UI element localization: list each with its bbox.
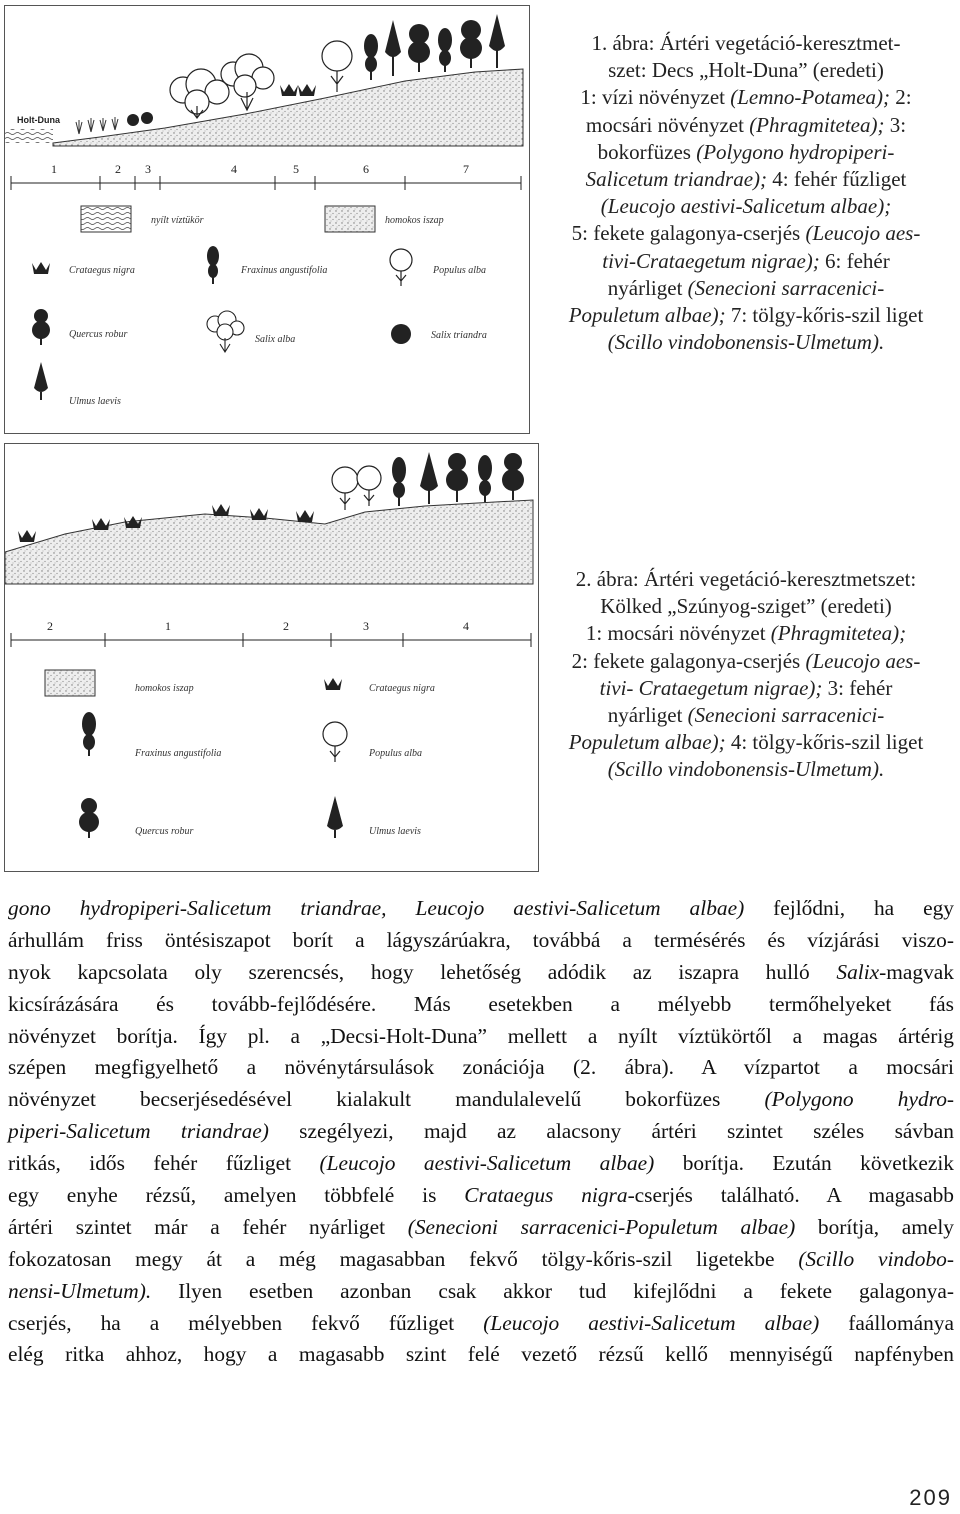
quercus-tree [446, 453, 468, 502]
legend-sandy-silt: homokos iszap [385, 215, 444, 226]
terrain-profile [53, 69, 523, 146]
zone-number: 2 [283, 619, 289, 633]
legend-salix-triandra: Salix triandra [431, 330, 487, 341]
zone-number: 7 [463, 162, 469, 176]
crataegus-shrub [212, 504, 230, 516]
paragraph-line: gono hydropiperi-Salicetum triandrae, Leucojo aestivi-Salicetum albae) fejlődni, ha egy [8, 896, 955, 920]
zone-number: 1 [165, 619, 171, 633]
quercus-tree [408, 24, 430, 72]
legend-open-water: nyílt víztükör [151, 215, 204, 226]
reed-group [76, 117, 118, 134]
salix-triandra-shrub [127, 114, 139, 126]
sandy-silt-swatch [325, 206, 375, 232]
paragraph-line: kicsírázására és tovább-fejlődésére. Más esetekben a mélyebb termőhelyeket fás [8, 991, 954, 1016]
ulmus-tree [420, 452, 438, 504]
quercus-tree [460, 20, 482, 68]
paragraph-line: cserjés, ha a mélyebben fekvő fűzliget (Leucojo aestivi-Salicetum albae) faállománya [8, 1310, 954, 1335]
ulmus-tree [385, 20, 401, 76]
legend-crataegus: Crataegus nigra [369, 683, 435, 694]
water-label: Holt-Duna [17, 115, 60, 125]
figure-1 [4, 5, 530, 434]
crataegus-shrub [296, 510, 314, 522]
paragraph-line: árhullám friss öntésiszapot borít a lágyszárúakra, továbbá a termésérés és vízjárási viszo- [8, 927, 954, 952]
legend-quercus: Quercus robur [135, 826, 194, 837]
paragraph-line: piperi-Salicetum triandrae) szegélyezi, majd az alacsony ártéri szintet széles sávban [8, 1119, 954, 1144]
paragraph-line: egy enyhe rézsű, amelyen többfelé is Crataegus nigra-cserjés található. A magasabb [8, 1183, 954, 1208]
legend-populus: Populus alba [369, 748, 423, 759]
zone-number: 5 [293, 162, 299, 176]
legend-ulmus: Ulmus laevis [369, 826, 421, 837]
legend-ulmus: Ulmus laevis [69, 396, 121, 407]
crataegus-shrub [250, 508, 268, 520]
paragraph-line: ritkás, idős fehér fűzliget (Leucojo aestivi-Salicetum albae) borítja. Ezután következik [8, 1151, 954, 1176]
zone-number: 2 [115, 162, 121, 176]
quercus-tree [502, 453, 524, 500]
legend-salix-alba: Salix alba [255, 334, 296, 345]
figure-2 [4, 443, 539, 872]
figure-2-caption: 2. ábra: Ártéri vegetáció-keresztmetszet: Kölked „Szúnyog-sziget” (eredeti) 1: mocsári növényzet (Phragmitetea); 2: fekete galagonya-cserjés (Leucojo aes- tivi- Crataegetum nigrae); 3: fehér nyárliget (Senecioni sarracenici- Populetum albae); 4: tölgy-kőris-szil liget (Scillo vindobonensis-Ulmetum). [568, 567, 924, 782]
ulmus-tree [489, 14, 505, 68]
salix-alba-tree [170, 69, 229, 118]
populus-tree [357, 466, 381, 506]
crataegus-legend-icon [324, 678, 342, 690]
paragraph-line: fokozatosan megy át a még magasabban fekvő tölgy-kőris-szil ligetekbe (Scillo vindobo- [8, 1246, 954, 1271]
populus-tree [332, 467, 358, 510]
populus-tree [322, 41, 352, 92]
legend-crataegus: Crataegus nigra [69, 265, 135, 276]
open-water-swatch [81, 206, 131, 232]
paragraph-line: nyok kapcsolata oly szerencsés, hogy lehetőség adódik az iszapra hulló Salix-magvak [8, 959, 954, 984]
ulmus-legend-icon [327, 796, 343, 838]
paragraph-line: ártéri szintet már a fehér nyárliget (Senecioni sarracenici-Populetum albae) borítja, amely [8, 1214, 954, 1239]
zone-number: 6 [363, 162, 369, 176]
fraxinus-tree [392, 457, 406, 506]
fraxinus-legend-icon [207, 246, 219, 284]
crataegus-shrub [124, 516, 142, 528]
zone-number: 2 [47, 619, 53, 633]
quercus-legend-icon [79, 798, 99, 838]
zone-number: 1 [51, 162, 57, 176]
paragraph-line: szépen megfigyelhető a növénytársulások zonációja (2. ábra). A vízpartot a mocsári [8, 1055, 954, 1080]
crataegus-shrub [92, 518, 110, 530]
populus-legend-icon [323, 722, 347, 762]
populus-legend-icon [390, 249, 412, 286]
paragraph-line: növényzet becserjésedésével kialakult mandulalevelű bokorfüzes (Polygono hydro- [8, 1087, 955, 1112]
body-paragraph [8, 893, 954, 1371]
legend-sandy-silt: homokos iszap [135, 683, 194, 694]
sandy-silt-swatch [45, 670, 95, 696]
salix-alba-tree [221, 54, 274, 110]
salix-triandra-shrub [141, 112, 153, 124]
figure-1-diagram [5, 6, 529, 433]
paragraph-line: nensi-Ulmetum). Ilyen esetben azonban csak akkor tud kifejlődni a fekete galagonya- [8, 1278, 954, 1303]
fraxinus-tree [438, 28, 452, 72]
figure-1-caption: 1. ábra: Ártéri vegetáció-keresztmet- szet: Decs „Holt-Duna” (eredeti) 1: vízi növényzet (Lemno-Potamea); 2: mocsári növényzet (Phragmitetea); 3: bokorfüzes (Polygono hydropiperi- Salicetum triandrae); 4: fehér fűzliget (Leucojo aestivi-Salicetum albae); 5: fekete galagonya-cserjés (Leucojo aes- tivi-Crataegetum nigrae); 6: fehér nyárliget (Senecioni sarracenici- Populetum albae); 7: tölgy-kőris-szil liget (Scillo vindobonensis-Ulmetum). [568, 31, 924, 355]
zone-number: 4 [463, 619, 469, 633]
page-number: 209 [909, 1485, 952, 1510]
fraxinus-legend-icon [82, 712, 96, 756]
ulmus-legend-icon [34, 362, 48, 400]
salix-alba-legend-icon [207, 311, 244, 352]
paragraph-line: növényzet borítja. Így pl. a „Decsi-Holt-Duna” mellett a nyílt víztükörtől a magas ártérig [8, 1023, 954, 1048]
fraxinus-tree [478, 455, 492, 502]
legend-populus: Populus alba [433, 265, 487, 276]
crataegus-shrub [280, 84, 298, 96]
terrain-profile [5, 500, 533, 584]
fraxinus-tree [364, 34, 378, 80]
zone-number: 3 [145, 162, 151, 176]
legend-quercus: Quercus robur [69, 329, 128, 340]
quercus-legend-icon [32, 309, 50, 345]
water-body [5, 129, 53, 143]
crataegus-shrub [18, 530, 36, 542]
paragraph-line: elég ritka ahhoz, hogy a magasabb szint felé vezető rézsű kellő mennyiségű napfényben [8, 1342, 954, 1367]
crataegus-legend-icon [32, 262, 50, 274]
legend-fraxinus: Fraxinus angustifolia [135, 748, 222, 759]
legend-fraxinus: Fraxinus angustifolia [241, 265, 328, 276]
zone-number: 3 [363, 619, 369, 633]
zone-number: 4 [231, 162, 237, 176]
salix-triandra-legend-icon [391, 324, 411, 344]
figure-2-diagram [5, 444, 538, 871]
crataegus-shrub [298, 84, 316, 96]
